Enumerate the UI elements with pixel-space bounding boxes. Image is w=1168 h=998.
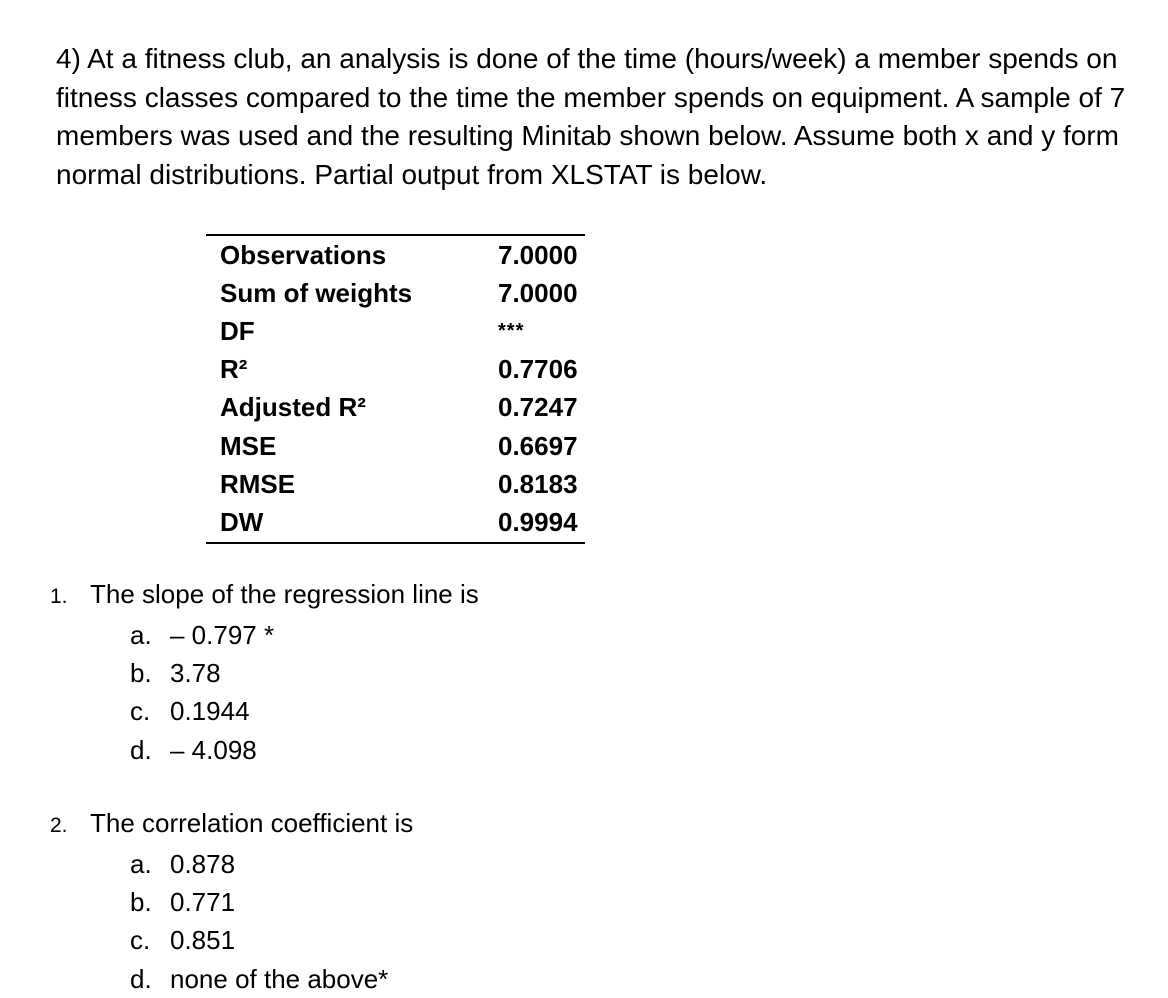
table-row xyxy=(206,274,585,312)
option-text: – 4.098 xyxy=(170,734,257,765)
question-text: The correlation coefficient is xyxy=(90,808,414,838)
stat-value: 7.0000 xyxy=(498,239,578,270)
stat-label: MSE xyxy=(220,430,277,461)
stat-value: 7.0000 xyxy=(498,277,578,308)
option-text: none of the above* xyxy=(170,963,389,994)
option-letter: a. xyxy=(130,849,152,879)
list-item xyxy=(130,692,479,730)
list-item xyxy=(130,654,479,692)
list-item xyxy=(130,883,413,921)
option-text: 0.851 xyxy=(170,925,236,956)
table-row xyxy=(206,351,585,389)
option-letter: c. xyxy=(130,696,151,727)
option-letter: b. xyxy=(130,887,152,918)
table-row xyxy=(206,235,585,274)
problem-intro: 4) At a fitness club, an analysis is done of the time (hours/week) a member spends on fitness classes compared to the time the member spends on equipment. A sample of 7 members was used and the resulting Minitab shown below. Assume both x and y form normal distributions. Partial output from XLSTAT is below. xyxy=(56,43,1126,190)
table-row xyxy=(206,503,585,542)
list-item xyxy=(130,845,413,883)
option-text: 0.1944 xyxy=(170,696,250,727)
regression-stats-table xyxy=(206,234,585,544)
answer-options xyxy=(50,845,413,998)
table-row xyxy=(206,389,585,427)
stat-label: Sum of weights xyxy=(220,277,413,308)
stat-value: 0.6697 xyxy=(498,430,578,461)
stat-label: DW xyxy=(220,506,264,537)
question-text: The slope of the regression line is xyxy=(90,579,479,609)
stat-label: DF xyxy=(220,315,255,346)
option-text: – 0.797 * xyxy=(170,620,275,650)
stat-value: 0.8183 xyxy=(498,468,578,499)
option-text: 0.771 xyxy=(170,887,236,918)
option-letter: b. xyxy=(130,658,152,689)
option-letter: d. xyxy=(130,963,152,994)
question-stem xyxy=(50,804,413,845)
stat-label: RMSE xyxy=(220,468,296,499)
option-letter: c. xyxy=(130,925,151,956)
list-item xyxy=(130,960,413,998)
stat-label: Adjusted R² xyxy=(220,392,366,423)
option-letter: a. xyxy=(130,620,152,650)
question-stem xyxy=(50,575,479,616)
table-row xyxy=(206,312,585,350)
question-number: 2. xyxy=(50,814,68,837)
stat-value: 0.9994 xyxy=(498,506,578,537)
table-row xyxy=(206,427,585,465)
stat-value: 0.7247 xyxy=(498,392,578,423)
question-1 xyxy=(50,575,479,769)
answer-options xyxy=(50,616,479,769)
stat-label: R² xyxy=(220,354,248,385)
table-row xyxy=(206,465,585,503)
option-letter: d. xyxy=(130,734,152,765)
question-number: 1. xyxy=(50,585,68,608)
stat-label: Observations xyxy=(220,239,387,270)
option-text: 3.78 xyxy=(170,658,221,689)
list-item xyxy=(130,731,479,769)
list-item xyxy=(130,921,413,959)
question-2 xyxy=(50,804,413,998)
stat-value: 0.7706 xyxy=(498,354,578,385)
option-text: 0.878 xyxy=(170,849,236,879)
stat-value: *** xyxy=(498,319,525,342)
list-item xyxy=(130,616,479,654)
